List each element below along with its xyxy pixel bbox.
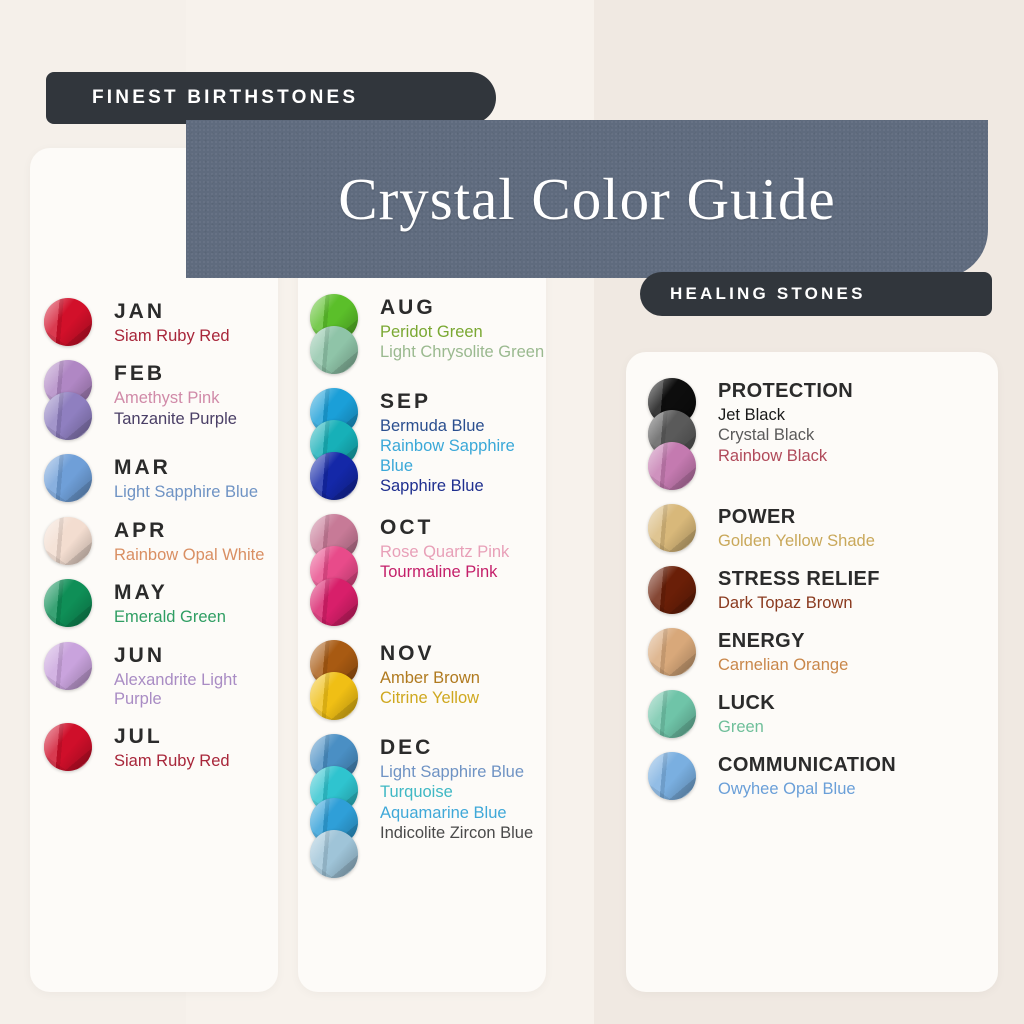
stone-name: Light Chrysolite Green — [380, 343, 545, 362]
gem-facet-overlay — [44, 517, 92, 565]
list-item — [44, 298, 280, 346]
gem-cluster — [648, 504, 696, 552]
gem-cluster — [44, 723, 92, 771]
gem-facet-overlay — [310, 326, 358, 374]
month-label: SEP — [380, 390, 432, 413]
list-item — [648, 752, 988, 800]
stone-name: Citrine Yellow — [380, 689, 480, 708]
month-label: NOV — [380, 642, 435, 665]
stone-name: Tourmaline Pink — [380, 563, 498, 582]
ribbon-healing-label: HEALING STONES — [670, 284, 866, 303]
list-item-text — [358, 514, 509, 583]
purpose-label: STRESS RELIEF — [718, 568, 880, 590]
purpose-label: PROTECTION — [718, 380, 854, 402]
stone-name: Rainbow Opal White — [114, 545, 265, 564]
gem-swatch-icon — [44, 298, 92, 346]
gem-facet-overlay — [44, 392, 92, 440]
list-item — [44, 517, 280, 565]
stone-name: Carnelian Orange — [718, 656, 849, 674]
gem-facet-overlay — [310, 578, 358, 626]
gem-facet-overlay — [648, 628, 696, 676]
gem-cluster — [648, 628, 696, 676]
list-item — [310, 294, 550, 374]
gem-swatch-icon — [310, 326, 358, 374]
list-item — [310, 640, 550, 720]
stone-name: Peridot Green — [380, 323, 483, 342]
list-item — [648, 566, 988, 614]
list-item-text — [696, 752, 896, 799]
gem-swatch-icon — [648, 690, 696, 738]
gem-cluster — [648, 752, 696, 800]
gem-facet-overlay — [648, 752, 696, 800]
stone-name: Rainbow Sapphire Blue — [380, 437, 515, 475]
ribbon-healing-stones — [640, 272, 992, 316]
stone-name: Owyhee Opal Blue — [718, 780, 856, 798]
stone-name: Light Sapphire Blue — [114, 483, 259, 502]
list-item — [310, 514, 550, 626]
gem-swatch-icon — [44, 642, 92, 690]
stone-name: Sapphire Blue — [380, 476, 484, 495]
list-item-text — [358, 294, 544, 363]
stone-name: Aquamarine Blue — [380, 803, 507, 822]
gem-swatch-icon — [648, 442, 696, 490]
stone-name: Jet Black — [718, 406, 785, 424]
purpose-label: POWER — [718, 506, 796, 528]
gem-swatch-icon — [648, 628, 696, 676]
stone-name: Tanzanite Purple — [114, 409, 237, 428]
gem-cluster — [648, 690, 696, 738]
gem-cluster — [44, 298, 92, 346]
gem-facet-overlay — [44, 579, 92, 627]
gem-swatch-icon — [310, 830, 358, 878]
gem-cluster — [310, 640, 358, 720]
month-label: FEB — [114, 362, 165, 386]
list-item-text — [358, 388, 550, 496]
gem-facet-overlay — [44, 454, 92, 502]
gem-facet-overlay — [648, 504, 696, 552]
list-item-text — [92, 642, 280, 710]
list-item-text — [358, 734, 533, 843]
gem-cluster — [648, 566, 696, 614]
list-item-text — [696, 504, 875, 551]
month-label: MAY — [114, 581, 168, 605]
list-item — [44, 360, 280, 440]
ribbon-finest-birthstones — [46, 72, 496, 124]
gem-swatch-icon — [310, 672, 358, 720]
gem-cluster — [44, 517, 92, 565]
gem-swatch-icon — [648, 566, 696, 614]
stone-name: Emerald Green — [114, 608, 226, 627]
month-label: OCT — [380, 516, 434, 539]
title-band — [186, 120, 988, 278]
gem-swatch-icon — [44, 579, 92, 627]
gem-cluster — [44, 454, 92, 502]
list-item — [44, 579, 280, 627]
list-item-text — [92, 723, 230, 771]
gem-cluster — [648, 378, 696, 490]
gem-swatch-icon — [310, 578, 358, 626]
month-label: APR — [114, 518, 168, 542]
month-label: JUL — [114, 725, 163, 749]
stone-name: Siam Ruby Red — [114, 752, 230, 771]
stone-name: Crystal Black — [718, 426, 815, 445]
gem-cluster — [44, 579, 92, 627]
gem-swatch-icon — [44, 454, 92, 502]
stone-name: Siam Ruby Red — [114, 327, 230, 346]
gem-facet-overlay — [648, 690, 696, 738]
list-item — [44, 723, 280, 771]
gem-facet-overlay — [310, 830, 358, 878]
list-item — [310, 388, 550, 500]
purpose-label: LUCK — [718, 692, 776, 714]
month-label: DEC — [380, 736, 434, 759]
stone-name: Dark Topaz Brown — [718, 594, 853, 612]
stone-name: Bermuda Blue — [380, 417, 485, 436]
stone-name: Light Sapphire Blue — [380, 763, 525, 782]
gem-cluster — [310, 388, 358, 500]
stone-name: Indicolite Zircon Blue — [380, 823, 534, 842]
list-item-text — [358, 640, 480, 709]
ribbon-birthstones-label: FINEST BIRTHSTONES — [92, 87, 359, 108]
month-label: AUG — [380, 296, 436, 319]
list-item-text — [92, 579, 226, 627]
list-item-text — [92, 454, 258, 502]
list-item — [648, 628, 988, 676]
list-item-text — [92, 298, 230, 346]
healing-stone-list — [648, 378, 988, 814]
gem-facet-overlay — [648, 566, 696, 614]
list-item-text — [696, 378, 853, 466]
gem-swatch-icon — [648, 504, 696, 552]
list-item — [648, 690, 988, 738]
gem-facet-overlay — [310, 672, 358, 720]
gem-swatch-icon — [44, 723, 92, 771]
gem-cluster — [310, 514, 358, 626]
list-item — [44, 454, 280, 502]
list-item-text — [92, 360, 237, 429]
gem-swatch-icon — [310, 452, 358, 500]
month-label: MAR — [114, 456, 171, 480]
stone-name: Amber Brown — [380, 669, 480, 688]
purpose-label: ENERGY — [718, 630, 805, 652]
gem-facet-overlay — [310, 452, 358, 500]
gem-cluster — [310, 294, 358, 374]
stone-name: Amethyst Pink — [114, 389, 220, 408]
gem-swatch-icon — [44, 517, 92, 565]
list-item-text — [696, 628, 848, 675]
gem-facet-overlay — [648, 442, 696, 490]
gem-facet-overlay — [44, 642, 92, 690]
gem-cluster — [44, 642, 92, 690]
gem-facet-overlay — [44, 723, 92, 771]
birthstone-list-column-2 — [310, 294, 550, 892]
list-item-text — [696, 690, 775, 737]
list-item — [44, 642, 280, 710]
list-item — [648, 378, 988, 490]
list-item — [310, 734, 550, 878]
month-label: JUN — [114, 643, 166, 667]
gem-cluster — [310, 734, 358, 878]
stone-name: Alexandrite Light Purple — [114, 670, 237, 708]
stone-name: Golden Yellow Shade — [718, 532, 875, 550]
birthstone-list-column-1 — [44, 298, 280, 786]
month-label: JAN — [114, 300, 166, 323]
list-item-text — [696, 566, 880, 613]
gem-cluster — [44, 360, 92, 440]
page-title: Crystal Color Guide — [338, 165, 836, 232]
gem-swatch-icon — [44, 392, 92, 440]
list-item — [648, 504, 988, 552]
list-item-text — [92, 517, 264, 565]
gem-facet-overlay — [44, 298, 92, 346]
stone-name: Green — [718, 718, 764, 736]
stone-name: Turquoise — [380, 783, 453, 802]
purpose-label: COMMUNICATION — [718, 754, 897, 776]
stone-name: Rose Quartz Pink — [380, 543, 510, 562]
stone-name: Rainbow Black — [718, 446, 828, 465]
gem-swatch-icon — [648, 752, 696, 800]
